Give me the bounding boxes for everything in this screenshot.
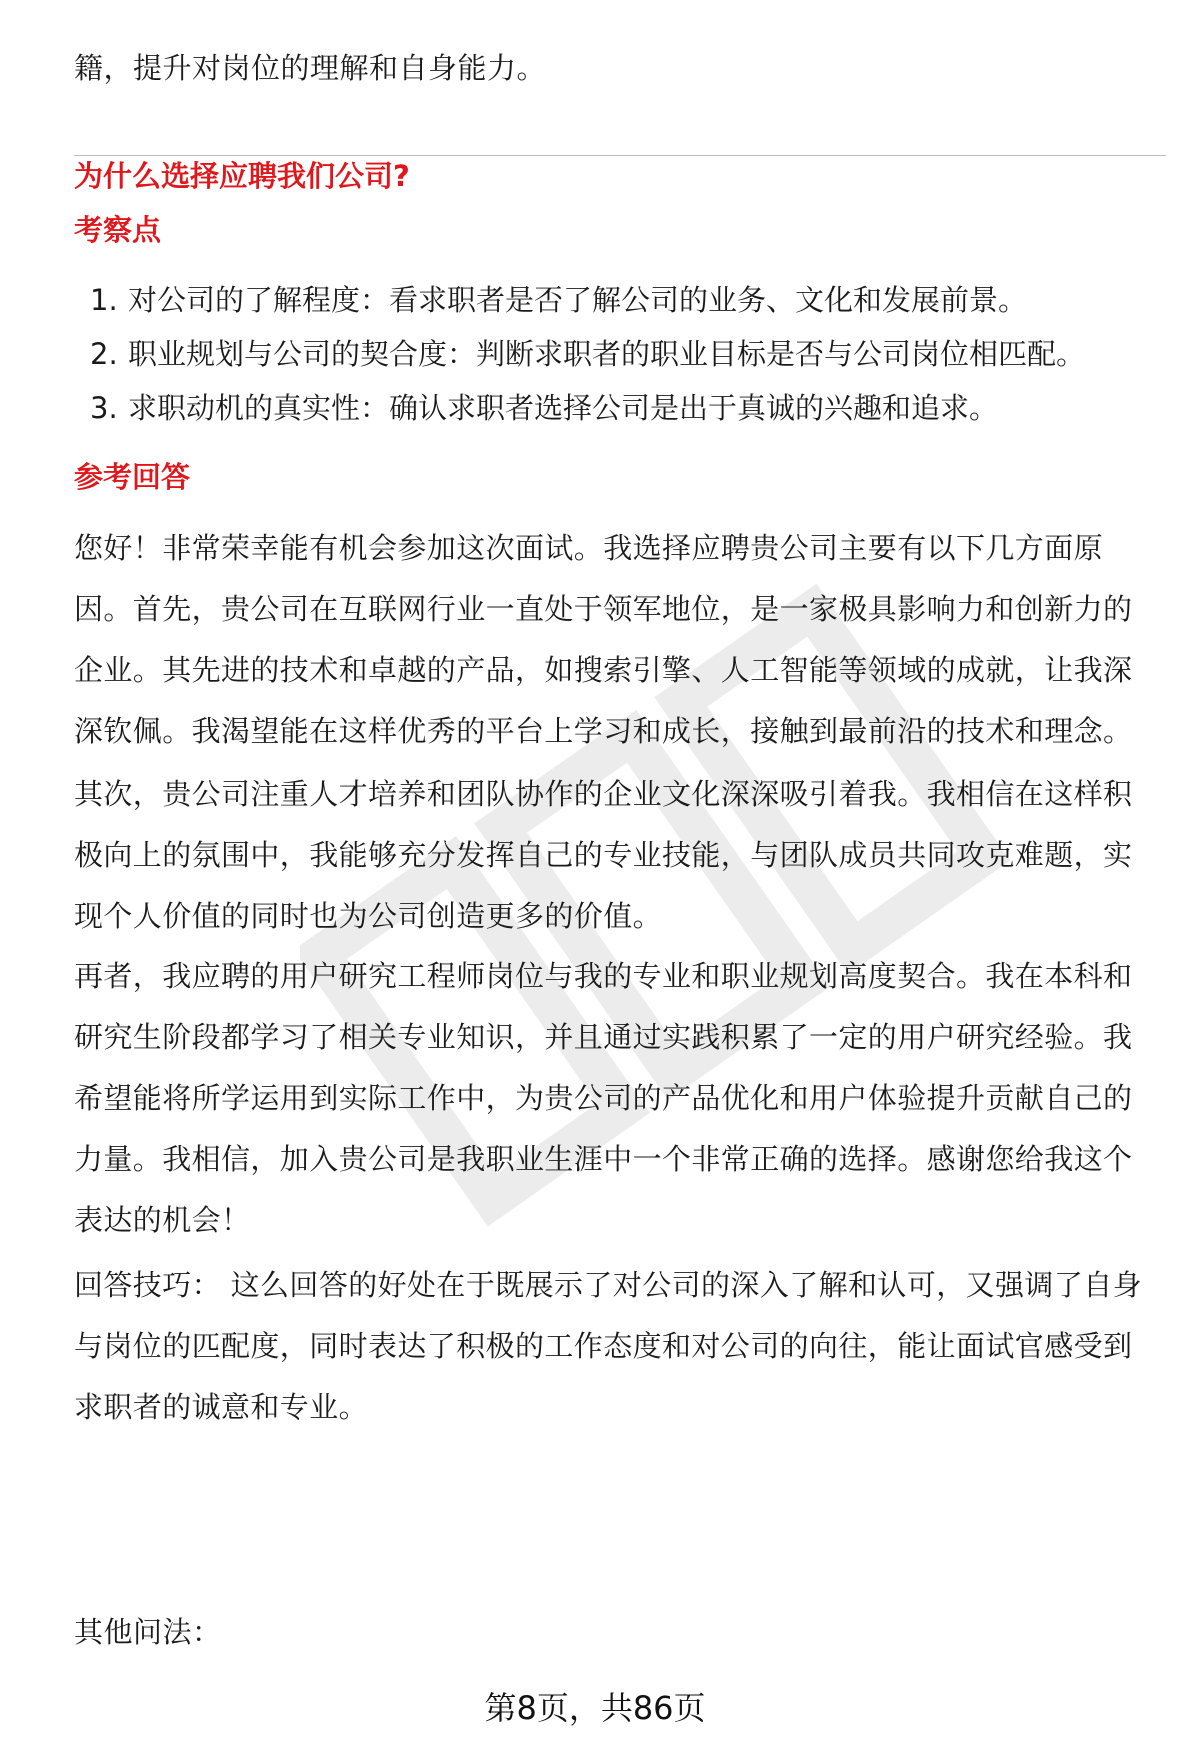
paragraph-line: 现个人价值的同时也为公司创造更多的价值。 <box>74 899 663 933</box>
page-footer: 第8页，共86页 <box>484 1689 706 1727</box>
continuation-text: 籍，提升对岗位的理解和自身能力。 <box>74 51 547 85</box>
answer-paragraph <box>74 518 1166 762</box>
list-number: 3. <box>90 391 118 425</box>
list-number: 1. <box>90 283 118 317</box>
paragraph-line: 因。首先，贵公司在互联网行业一直处于领军地位，是一家极具影响力和创新力的 <box>74 592 1133 626</box>
paragraph-line: 再者，我应聘的用户研究工程师岗位与我的专业和职业规划高度契合。我在本科和 <box>74 959 1133 993</box>
focus-list-item <box>90 280 1027 320</box>
paragraph-line: 深钦佩。我渴望能在这样优秀的平台上学习和成长，接触到最前沿的技术和理念。 <box>74 714 1133 748</box>
tips-paragraph <box>74 1255 1166 1438</box>
list-text: 求职动机的真实性：确认求职者选择公司是出于真诚的兴趣和追求。 <box>128 391 999 425</box>
paragraph-line: 力量。我相信，加入贵公司是我职业生涯中一个非常正确的选择。感谢您给我这个 <box>74 1142 1133 1176</box>
list-number: 2. <box>90 337 118 371</box>
answer-paragraph <box>74 764 1166 947</box>
paragraph-line: 其次，贵公司注重人才培养和团队协作的企业文化深深吸引着我。我相信在这样积 <box>74 777 1133 811</box>
paragraph-line: 您好！非常荣幸能有机会参加这次面试。我选择应聘贵公司主要有以下几方面原 <box>74 531 1104 565</box>
question-heading: 为什么选择应聘我们公司? <box>74 159 410 193</box>
paragraph-line: 研究生阶段都学习了相关专业知识，并且通过实践积累了一定的用户研究经验。我 <box>74 1020 1133 1054</box>
paragraph-line: 希望能将所学运用到实际工作中，为贵公司的产品优化和用户体验提升贡献自己的 <box>74 1081 1133 1115</box>
answer-paragraph <box>74 946 1166 1251</box>
list-text: 职业规划与公司的契合度：判断求职者的职业目标是否与公司岗位相匹配。 <box>128 337 1086 371</box>
focus-heading: 考察点 <box>74 213 162 247</box>
list-text: 对公司的了解程度：看求职者是否了解公司的业务、文化和发展前景。 <box>128 283 1028 317</box>
other-asks-label: 其他问法： <box>74 1615 222 1649</box>
paragraph-line: 与岗位的匹配度，同时表达了积极的工作态度和对公司的向往，能让面试官感受到 <box>74 1329 1133 1363</box>
paragraph-line: 表达的机会！ <box>74 1203 251 1237</box>
paragraph-line: 企业。其先进的技术和卓越的产品，如搜索引擎、人工智能等领域的成就，让我深 <box>74 653 1133 687</box>
focus-list-item <box>90 388 998 428</box>
paragraph-line: 求职者的诚意和专业。 <box>74 1390 369 1424</box>
paragraph-line: 回答技巧： 这么回答的好处在于既展示了对公司的深入了解和认可，又强调了自身 <box>74 1268 1143 1302</box>
paragraph-line: 极向上的氛围中，我能够充分发挥自己的专业技能，与团队成员共同攻克难题，实 <box>74 838 1133 872</box>
focus-list-item <box>90 334 1085 374</box>
answer-heading: 参考回答 <box>74 460 191 494</box>
